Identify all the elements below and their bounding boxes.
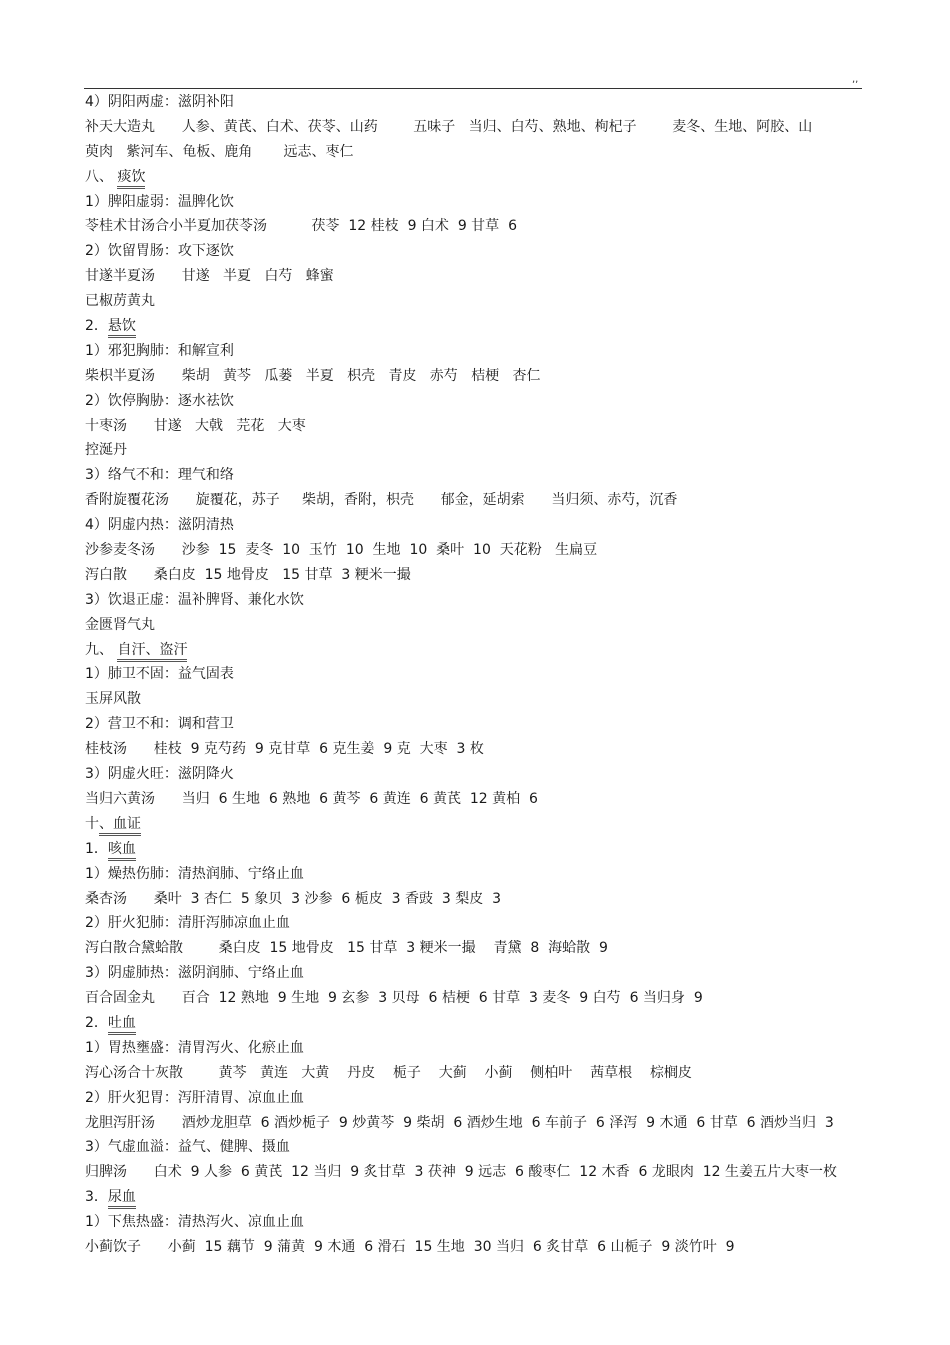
text-line: 1）下焦热盛：清热泻火、凉血止血 <box>85 1214 304 1231</box>
text-line: 2）饮留胃肠：攻下逐饮 <box>85 243 234 260</box>
text-line: 甘遂半夏汤 甘遂 半夏 白芍 蜂蜜 <box>85 268 334 285</box>
heading-title: 吐血 <box>108 1015 136 1035</box>
text-line: 2）肝火犯肺：清肝泻肺凉血止血 <box>85 915 290 932</box>
section-heading <box>85 812 865 837</box>
heading-title: 、血证 <box>99 816 141 836</box>
text-line: 泻白散合黛蛤散 桑白皮 15 地骨皮 15 甘草 3 粳米一撮 青黛 8 海蛤散 9 <box>85 940 608 957</box>
text-line: 当归六黄汤 当归 6 生地 6 熟地 6 黄芩 6 黄连 6 黄芪 12 黄柏 6 <box>85 790 538 807</box>
text-line: 2）肝火犯胃：泻肝清胃、凉血止血 <box>85 1089 304 1106</box>
text-line: 已椒苈黄丸 <box>85 293 155 310</box>
text-line: 4）阴阳两虚：滋阴补阳 <box>85 94 234 110</box>
section-heading <box>85 638 865 663</box>
section-heading <box>85 837 865 862</box>
heading-title: 自汗、盗汗 <box>117 642 187 662</box>
text-line: 玉屏风散 <box>85 691 141 708</box>
text-line: 3）气虚血溢：益气、健脾、摄血 <box>85 1139 290 1156</box>
heading-title: 痰饮 <box>117 169 145 189</box>
section-heading <box>85 1011 865 1036</box>
text-line: 香附旋覆花汤 旋覆花，苏子 柴胡，香附，枳壳 郁金，延胡索 当归须、赤芍，沉香 <box>85 492 678 509</box>
heading-number: 八、 <box>85 168 118 185</box>
heading-number: 九、 <box>85 641 118 658</box>
text-line: 桂枝汤 桂枝 9 克芍药 9 克甘草 6 克生姜 9 克 大枣 3 枚 <box>85 741 484 758</box>
heading-title: 咳血 <box>108 841 136 861</box>
heading-title: 尿血 <box>108 1189 136 1209</box>
heading-number: 2． <box>85 318 108 335</box>
text-line: 补天大造丸 人参、黄芪、白术、茯苓、山药 五味子 当归、白芍、熟地、枸杞子 麦冬、生地、阿胶、山 <box>85 118 813 135</box>
text-line: 泻白散 桑白皮 15 地骨皮 15 甘草 3 粳米一撮 <box>85 566 411 583</box>
section-heading <box>85 314 865 339</box>
text-line: 萸肉 紫河车、龟板、鹿角 远志、枣仁 <box>85 143 354 160</box>
text-line: 1）燥热伤肺：清热润肺、宁络止血 <box>85 865 304 882</box>
text-line: 归脾汤 白术 9 人参 6 黄芪 12 当归 9 炙甘草 3 茯神 9 远志 6 酸枣仁 12 木香 6 龙眼肉 12 生姜五片大枣一枚 <box>85 1164 837 1181</box>
heading-number: 2． <box>85 1014 108 1031</box>
heading-number: 1． <box>85 840 108 857</box>
text-line: 1）邪犯胸肺：和解宣利 <box>85 342 234 359</box>
text-line: 苓桂术甘汤合小半夏加茯苓汤 茯苓 12 桂枝 9 白术 9 甘草 6 <box>85 218 517 235</box>
text-line: 1）脾阳虚弱：温脾化饮 <box>85 193 234 210</box>
text-line: 4）阴虚内热：滋阴清热 <box>85 517 234 534</box>
text-line: 1）肺卫不固：益气固表 <box>85 666 234 683</box>
text-line: 小蓟饮子 小蓟 15 藕节 9 蒲黄 9 木通 6 滑石 15 生地 30 当归 6 炙甘草 6 山栀子 9 淡竹叶 9 <box>85 1238 735 1255</box>
text-line: 柴枳半夏汤 柴胡 黄芩 瓜蒌 半夏 枳壳 青皮 赤芍 桔梗 杏仁 <box>85 367 541 384</box>
text-line: 控涎丹 <box>85 442 127 459</box>
text-line: 3）阴虚肺热：滋阴润肺、宁络止血 <box>85 965 304 982</box>
text-line: 2）营卫不和：调和营卫 <box>85 716 234 733</box>
text-line: 桑杏汤 桑叶 3 杏仁 5 象贝 3 沙参 6 栀皮 3 香豉 3 梨皮 3 <box>85 890 502 907</box>
text-line: 2）饮停胸胁：逐水祛饮 <box>85 392 234 409</box>
text-line: 百合固金丸 百合 12 熟地 9 生地 9 玄参 3 贝母 6 桔梗 6 甘草 3 麦冬 9 白芍 6 当归身 9 <box>85 990 703 1007</box>
heading-number: 3． <box>85 1189 108 1206</box>
text-line: 金匮肾气丸 <box>85 616 155 633</box>
text-line: 3）络气不和：理气和络 <box>85 467 234 484</box>
text-line: 沙参麦冬汤 沙参 15 麦冬 10 玉竹 10 生地 10 桑叶 10 天花粉 生扁豆 <box>85 542 598 559</box>
text-line: 3）阴虚火旺：滋阴降火 <box>85 766 234 783</box>
heading-title: 悬饮 <box>108 318 136 338</box>
header-rule <box>84 88 862 89</box>
text-line: 龙胆泻肝汤 酒炒龙胆草 6 酒炒栀子 9 炒黄芩 9 柴胡 6 酒炒生地 6 车前子 6 泽泻 9 木通 6 甘草 6 酒炒当归 3 <box>85 1114 834 1131</box>
document-body <box>85 90 865 1260</box>
section-heading <box>85 165 865 190</box>
heading-number: 十 <box>85 815 99 832</box>
text-line: 3）饮退正虚：温补脾肾、兼化水饮 <box>85 591 304 608</box>
section-heading <box>85 1185 865 1210</box>
text-line: 泻心汤合十灰散 黄芩 黄连 大黄 丹皮 栀子 大蓟 小蓟 侧柏叶 茜草根 棕榈皮 <box>85 1064 692 1081</box>
header-mark: ,, <box>852 74 859 85</box>
text-line: 十枣汤 甘遂 大戟 芫花 大枣 <box>85 417 306 434</box>
text-line: 1）胃热壅盛：清胃泻火、化瘀止血 <box>85 1039 304 1056</box>
